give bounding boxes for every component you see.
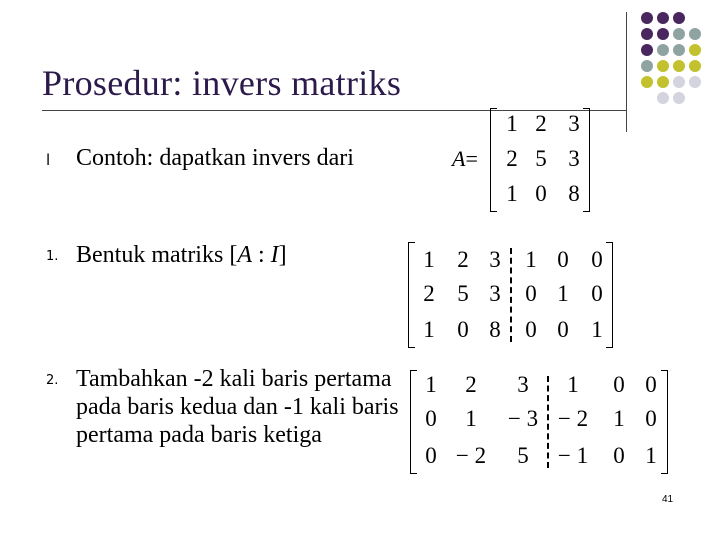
matrix-cell: 2: [465, 372, 477, 397]
step-text: Tambahkan -2 kali baris pertama pada baris kedua dan -1 kali baris pertama pada baris ketiga: [76, 366, 399, 448]
matrix-cell: 1: [591, 317, 603, 342]
matrix-cell: 5: [517, 443, 529, 468]
matrix-cell: 0: [525, 281, 537, 306]
matrix-cell: − 3: [507, 406, 539, 431]
matrix-cell: 0: [645, 372, 657, 397]
decor-dot: [657, 12, 669, 24]
matrix-cell: 3: [568, 146, 580, 171]
step-text-prefix: Bentuk matriks [: [76, 242, 238, 268]
decor-dot: [641, 44, 653, 56]
matrix-cell: 3: [489, 247, 501, 272]
decor-dot: [657, 28, 669, 40]
matrix-cell: 1: [465, 406, 477, 431]
decor-dot: [657, 76, 669, 88]
matrix-cell: 0: [525, 317, 537, 342]
decorative-dot-grid: [641, 12, 720, 122]
matrix-cell: 2: [423, 281, 435, 306]
matrix-cell: 3: [568, 111, 580, 136]
matrix-cell: 0: [591, 247, 603, 272]
matrix-cell: − 1: [557, 443, 589, 468]
matrix-cell: 5: [535, 146, 547, 171]
matrix-cell: 0: [613, 372, 625, 397]
equals-sign: =: [465, 146, 478, 171]
decor-dot: [641, 12, 653, 24]
matrix-cell: 8: [568, 181, 580, 206]
matrix-cell: 2: [457, 247, 469, 272]
step-number: 2.: [46, 373, 59, 388]
decor-dot: [657, 44, 669, 56]
matrix-cell: 3: [517, 372, 529, 397]
decor-dot: [641, 60, 653, 72]
decor-dot: [657, 60, 669, 72]
decor-dot: [689, 76, 701, 88]
augmented-divider: [547, 376, 549, 468]
decor-dot: [673, 44, 685, 56]
matrix-cell: 0: [613, 443, 625, 468]
augmented-matrix-ai: [408, 242, 613, 348]
matrix-cell: 1: [506, 111, 518, 136]
matrix-cell: 1: [425, 372, 437, 397]
step-text: [76, 241, 287, 269]
matrix-cell: 1: [525, 247, 537, 272]
decor-dot: [673, 92, 685, 104]
matrix-cell: 0: [591, 281, 603, 306]
decor-dot: [673, 76, 685, 88]
matrix-cell: 0: [557, 247, 569, 272]
page-number: 41: [662, 494, 674, 505]
matrix-cell: 0: [557, 317, 569, 342]
decor-dot: [657, 92, 669, 104]
matrix-cell: 3: [489, 281, 501, 306]
step-text-sep: :: [251, 242, 271, 268]
decor-dot: [673, 28, 685, 40]
decor-dot: [673, 60, 685, 72]
step-number: 1.: [46, 249, 59, 264]
matrix-cell: 1: [645, 443, 657, 468]
decor-dot: [673, 12, 685, 24]
matrix-cell: 0: [645, 406, 657, 431]
matrix-cell: 1: [557, 281, 569, 306]
decor-dot: [689, 60, 701, 72]
matrix-cell: 0: [425, 443, 437, 468]
matrix-cell: 0: [535, 181, 547, 206]
matrix-cell: 1: [423, 317, 435, 342]
vertical-divider: [626, 12, 627, 132]
matrix-cell: 0: [457, 317, 469, 342]
decor-dot: [641, 76, 653, 88]
matrix-a: [490, 108, 590, 212]
matrix-cell: − 2: [455, 443, 487, 468]
matrix-cell: 0: [425, 406, 437, 431]
matrix-cell: 5: [457, 281, 469, 306]
bullet-text: Contoh: dapatkan invers dari: [76, 145, 354, 171]
bullet-marker: l: [46, 151, 51, 169]
matrix-a-label: A: [452, 146, 466, 171]
step-text-a: A: [237, 242, 252, 268]
matrix-cell: 2: [535, 111, 547, 136]
matrix-cell: 8: [489, 317, 501, 342]
slide-title: Prosedur: invers matriks: [42, 63, 402, 103]
matrix-after-step-2: [410, 370, 668, 474]
matrix-cell: 1: [613, 406, 625, 431]
matrix-a-lhs: [452, 145, 478, 173]
decor-dot: [689, 44, 701, 56]
matrix-cell: − 2: [557, 406, 589, 431]
matrix-cell: 2: [506, 146, 518, 171]
decor-dot: [641, 28, 653, 40]
step-text-i: I: [270, 242, 279, 268]
decor-dot: [689, 28, 701, 40]
step-text-suffix: ]: [278, 242, 287, 268]
matrix-cell: 1: [506, 181, 518, 206]
matrix-cell: 1: [423, 247, 435, 272]
matrix-cell: 1: [567, 372, 579, 397]
